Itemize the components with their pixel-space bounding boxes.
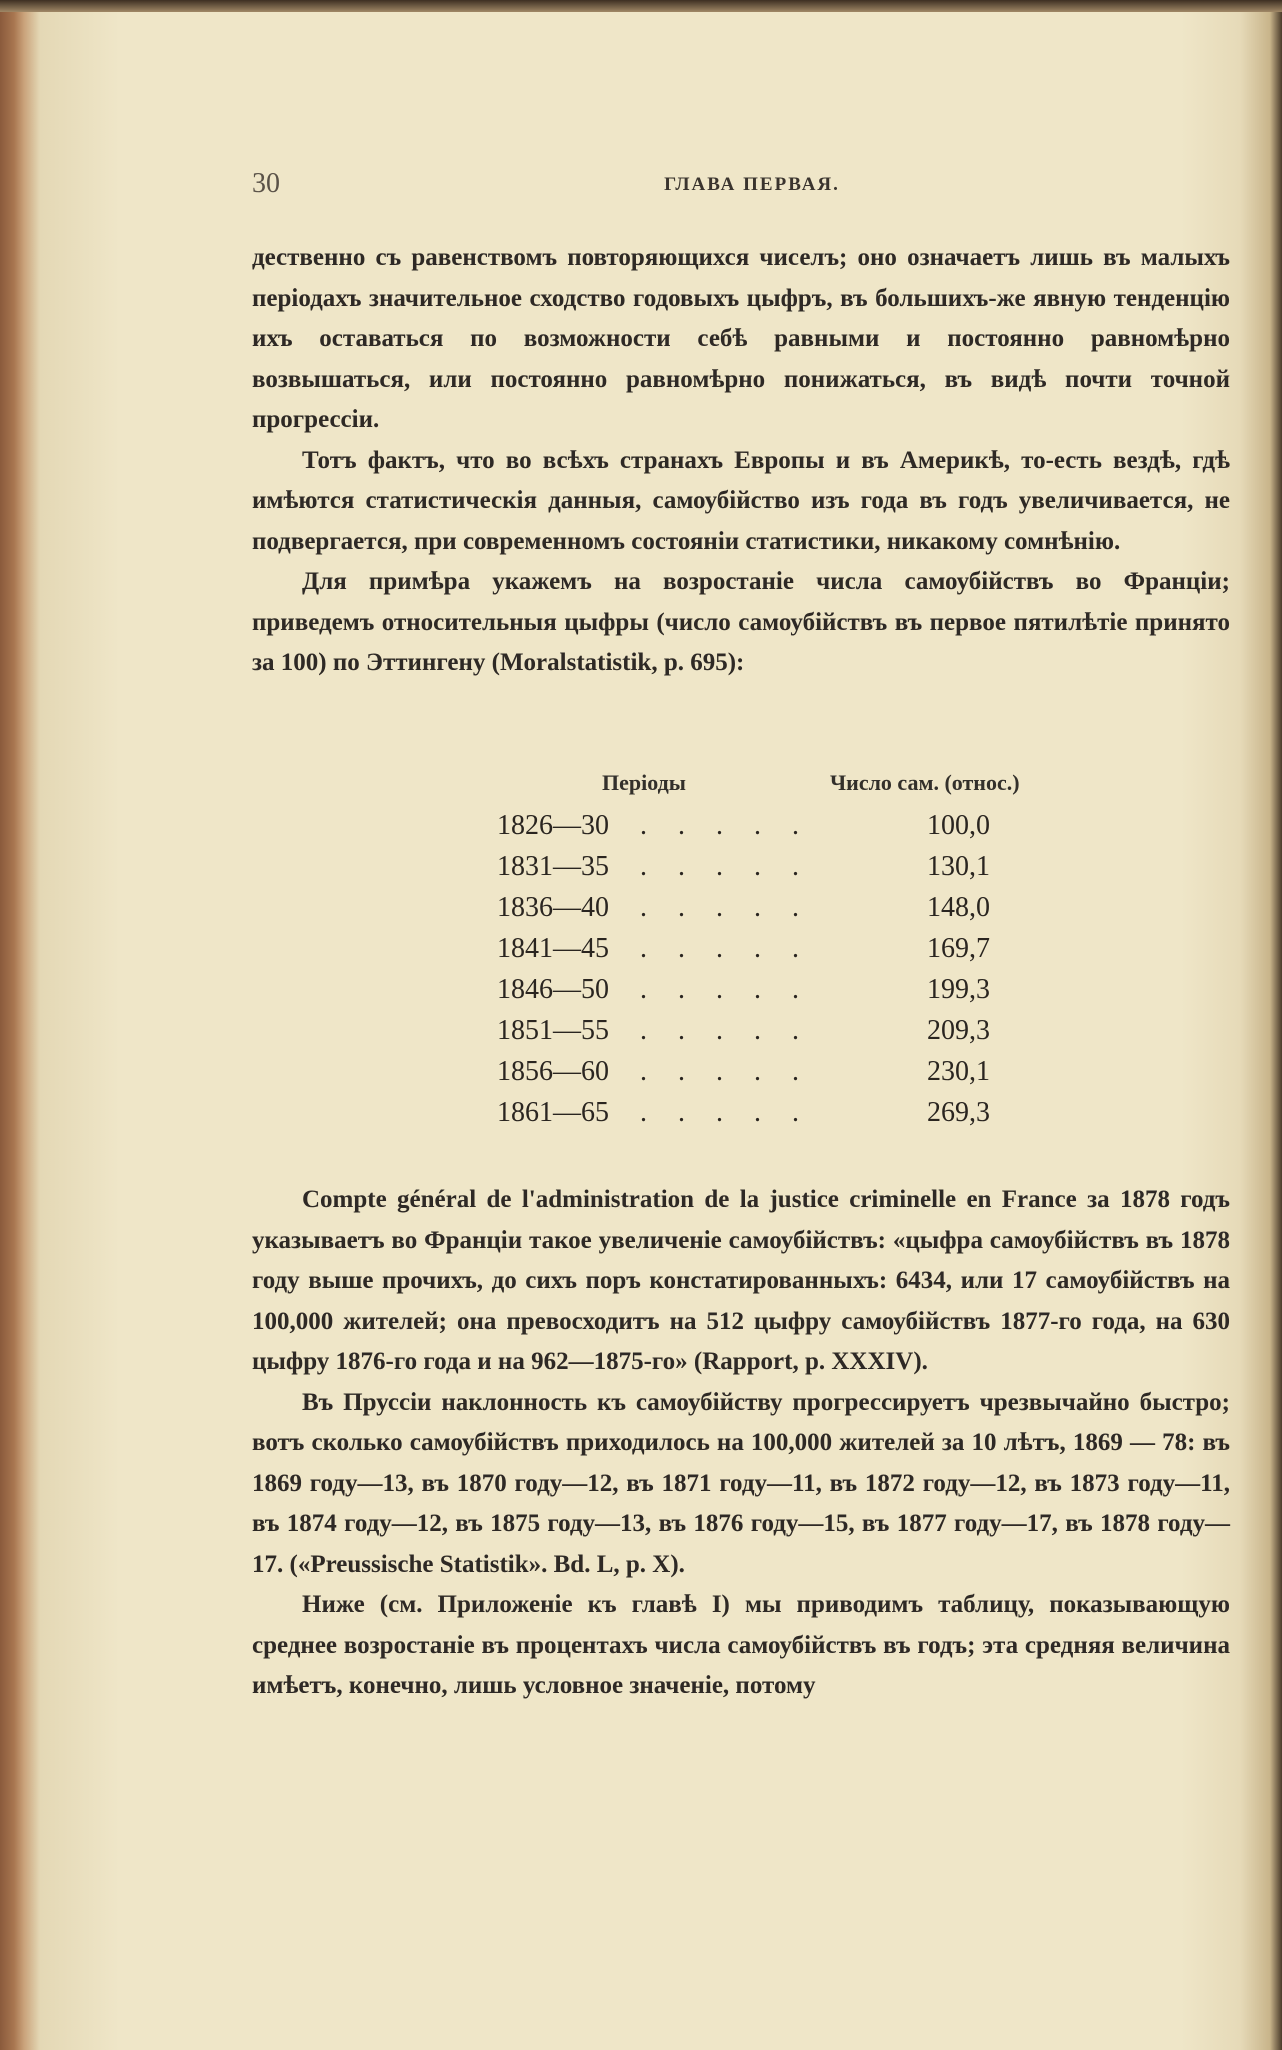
table-dots: . . . . . [640, 1097, 811, 1128]
table-value: 169,7 [927, 933, 990, 964]
table-period: 1846—50 [497, 974, 609, 1005]
table-period: 1831—35 [497, 851, 609, 882]
table-dots: . . . . . [640, 892, 811, 923]
paragraph: Въ Пруссіи наклонность къ самоубійству прогрессируетъ чрезвычайно быстро; вотъ сколько самоубійствъ приходилось на 100,000 жителей за 10 лѣтъ, 1869 — 78: въ 1869 году—13, въ 1870 году—12, въ 1871 году—11, въ 1872 году—12, въ 1873 году—11, въ 1874 году—12, въ 1875 году—13, въ 1876 году—15, въ 1877 году—17, въ 1878 году—17. («Preussische Statistik». Bd. L, p. X). [252, 1388, 1230, 1578]
table-period: 1861—65 [497, 1097, 609, 1128]
chapter-title: ГЛАВА ПЕРВАЯ. [664, 174, 840, 195]
paragraph: Compte général de l'administration de la justice criminelle en France за 1878 годъ указываетъ во Франціи такое увеличеніе самоубійствъ: «цыфра самоубійствъ въ 1878 году выше прочихъ, до сихъ поръ констатированныхъ: 6434, или 17 самоубійствъ на 100,000 жителей; она превосходитъ на 512 цыфру самоубійствъ 1877-го года, на 630 цыфру 1876-го года и на 962—1875-го» (Rapport, p. XXXIV). [252, 1186, 1230, 1375]
running-head [252, 168, 1232, 208]
page-top-edge [0, 0, 1282, 12]
table-row [490, 892, 1090, 932]
table-row [490, 933, 1090, 973]
table-dots: . . . . . [640, 851, 811, 882]
table-dots: . . . . . [640, 933, 811, 964]
table-value: 100,0 [927, 810, 990, 841]
table-value: 130,1 [927, 851, 990, 882]
text-block-bottom [252, 1180, 1230, 1707]
table-value: 209,3 [927, 1015, 990, 1046]
table-period: 1836—40 [497, 892, 609, 923]
table-header-periods: Періоды [602, 770, 686, 795]
table-header-count: Число сам. (относ.) [830, 770, 1020, 795]
table-row [490, 810, 1090, 850]
table-row [490, 1015, 1090, 1055]
table-value: 230,1 [927, 1056, 990, 1087]
table-value: 199,3 [927, 974, 990, 1005]
table-period: 1856—60 [497, 1056, 609, 1087]
table-dots: . . . . . [640, 974, 811, 1005]
text-block-top [252, 238, 1230, 684]
table-row [490, 1097, 1090, 1137]
table-row [490, 851, 1090, 891]
table-value: 148,0 [927, 892, 990, 923]
table-value: 269,3 [927, 1097, 990, 1128]
paragraph: Ниже (см. Приложеніе къ главѣ I) мы приводимъ таблицу, показывающую среднее возростаніе въ процентахъ числа самоубійствъ въ годъ; эта средняя величина имѣетъ, конечно, лишь условное значеніе, потому [252, 1591, 1230, 1699]
table-period: 1826—30 [497, 810, 609, 841]
paragraph: дественно съ равенствомъ повторяющихся чиселъ; оно означаетъ лишь въ малыхъ періодахъ значительное сходство годовыхъ цыфръ, въ большихъ-же явную тенденцію ихъ оставаться по возможности себѣ равными и постоянно равномѣрно возвышаться, или постоянно равномѣрно понижаться, въ видѣ почти точной прогрессіи. [252, 244, 1230, 433]
paragraph: Для примѣра укажемъ на возростаніе числа самоубійствъ во Франціи; приведемъ относительныя цыфры (число самоубійствъ въ первое пятилѣтіе принято за 100) по Эттингену (Moralstatistik, p. 695): [252, 568, 1230, 676]
table-period: 1841—45 [497, 933, 609, 964]
table-dots: . . . . . [640, 1015, 811, 1046]
table-row [490, 974, 1090, 1014]
table-row [490, 1056, 1090, 1096]
page-number: 30 [252, 168, 280, 199]
table-dots: . . . . . [640, 810, 811, 841]
table-dots: . . . . . [640, 1056, 811, 1087]
table-period: 1851—55 [497, 1015, 609, 1046]
paragraph: Тотъ фактъ, что во всѣхъ странахъ Европы и въ Америкѣ, то-есть вездѣ, гдѣ имѣются статистическія данныя, самоубійство изъ года въ годъ увеличивается, не подвергается, при современномъ состояніи статистики, никакому сомнѣнію. [252, 446, 1230, 555]
